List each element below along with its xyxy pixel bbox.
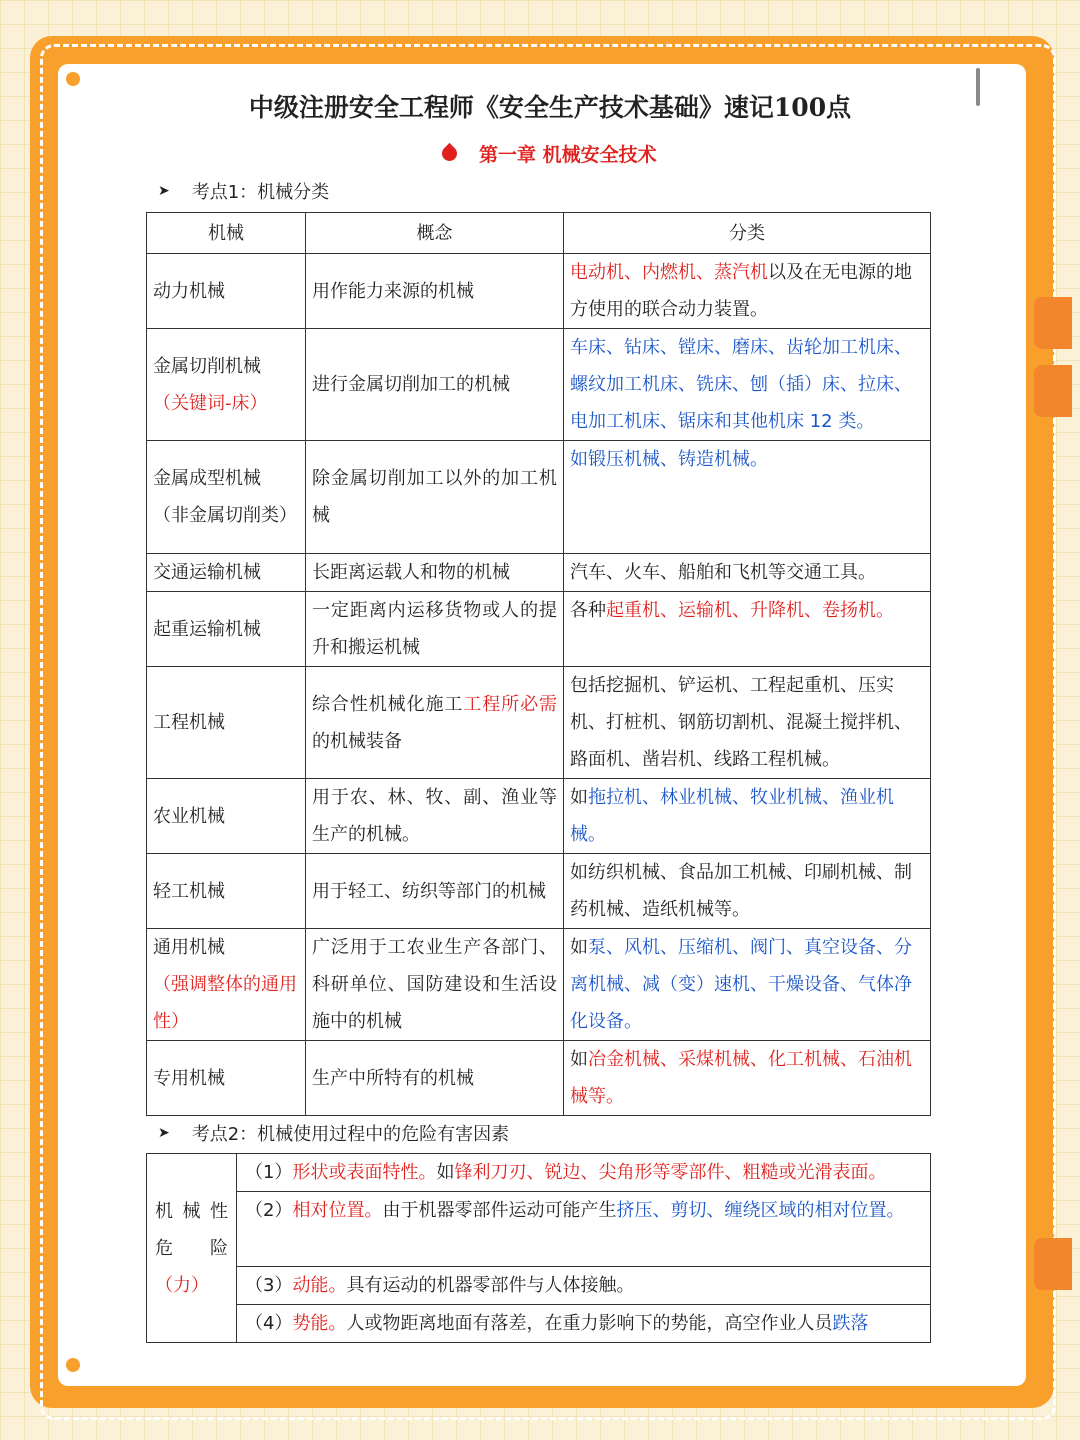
classification-table [146, 212, 931, 1116]
table-row [147, 667, 931, 779]
page-title: 中级注册安全工程师《安全生产技术基础》速记100点 [248, 93, 852, 122]
text-run: 如纺织机械、食品加工机械、印刷机械、制药机械、造纸机械等。 [570, 862, 912, 920]
table-row [147, 441, 931, 554]
concept-cell: 生产中所特有的机械 [306, 1041, 564, 1116]
machine-type-name: 金属切削机械 [153, 355, 261, 377]
column-header: 概念 [306, 213, 564, 254]
machine-type-cell [147, 667, 306, 779]
hazard-item-cell [237, 1154, 931, 1192]
machine-type-name: 动力机械 [153, 280, 225, 302]
text-run: 的机械装备 [312, 730, 402, 752]
chapter-title: 第一章 机械安全技术 [479, 144, 657, 166]
text-run: （4） [245, 1313, 293, 1334]
table-header-row [147, 213, 931, 254]
concept-cell: 用于农、林、牧、副、渔业等生产的机械。 [306, 779, 564, 854]
classification-cell [564, 854, 931, 929]
text-run: 综合性机械化施工 [312, 693, 464, 715]
table-row [147, 1041, 931, 1116]
machine-type-cell [147, 779, 306, 854]
section-title: 考点1：机械分类 [191, 182, 330, 203]
hazard-item-cell [237, 1305, 931, 1343]
text-run: 锋利刀刃、锐边、尖角形等零部件、粗糙或光滑表面。 [454, 1162, 887, 1183]
section-heading-1 [158, 178, 329, 204]
category-note: （非金属切削类） [153, 505, 297, 526]
text-run: 具有运动的机器零部件与人体接触。 [346, 1275, 635, 1296]
hazard-category-note: （力） [155, 1274, 209, 1296]
machine-type-cell [147, 929, 306, 1041]
arrow-bullet-icon: ➤ [158, 183, 170, 199]
concept-cell [306, 667, 564, 779]
text-run: 泵、风机、压缩机、阀门、真空设备、分离机械、减（变）速机、干燥设备、气体净化设备。 [570, 937, 912, 1032]
text-run: 起重机、运输机、升降机、卷扬机。 [606, 600, 894, 621]
text-run: 挤压、剪切、缠绕区域的相对位置。 [616, 1200, 905, 1221]
text-run: 以及在无电源的地方使用的联合动力装置。 [570, 262, 912, 320]
hazard-table [146, 1153, 931, 1343]
machine-type-cell [147, 1041, 306, 1116]
text-run: 动能。 [292, 1275, 347, 1296]
text-run: 各种 [570, 600, 606, 621]
hazard-row [147, 1192, 931, 1267]
classification-cell [564, 929, 931, 1041]
table-row [147, 554, 931, 592]
table-row [147, 592, 931, 667]
table-row [147, 254, 931, 329]
machine-type-name: 金属成型机械 [153, 468, 261, 489]
text-run: 如 [570, 787, 588, 808]
arrow-bullet-icon: ➤ [158, 1125, 170, 1141]
machine-type-name: 交通运输机械 [153, 562, 261, 583]
classification-cell [564, 254, 931, 329]
concept-cell: 广泛用于工农业生产各部门、科研单位、国防建设和生活设施中的机械 [306, 929, 564, 1041]
machine-type-cell [147, 592, 306, 667]
side-tab [1034, 365, 1072, 417]
machine-type-name: 起重运输机械 [153, 618, 261, 640]
classification-cell [564, 1041, 931, 1116]
text-run: 如 [570, 1049, 588, 1070]
classification-cell [564, 554, 931, 592]
concept-cell: 除金属切削加工以外的加工机械 [306, 441, 564, 554]
text-run: 电动机、内燃机、蒸汽机 [570, 262, 768, 283]
text-run: 汽车、火车、船舶和飞机等交通工具。 [570, 562, 876, 583]
hazard-category-label: 机械性 [155, 1200, 228, 1222]
corner-dot-icon [66, 1358, 80, 1372]
machine-type-cell [147, 554, 306, 592]
machine-type-cell [147, 329, 306, 441]
classification-cell [564, 329, 931, 441]
concept-cell: 长距离运载人和物的机械 [306, 554, 564, 592]
concept-cell: 用作能力来源的机械 [306, 254, 564, 329]
classification-cell [564, 667, 931, 779]
text-run: 形状或表面特性。 [292, 1162, 437, 1183]
column-header: 机械 [147, 213, 306, 254]
classification-cell [564, 592, 931, 667]
text-run: 冶金机械、采煤机械、化工机械、石油机械等。 [570, 1049, 912, 1107]
scrollbar[interactable] [976, 68, 980, 106]
keyword-note: （关键词-床） [153, 392, 268, 414]
concept-cell: 用于轻工、纺织等部门的机械 [306, 854, 564, 929]
text-run: 如锻压机械、铸造机械。 [570, 449, 768, 470]
hazard-row [147, 1305, 931, 1343]
corner-dot-icon [66, 72, 80, 86]
column-header: 分类 [564, 213, 931, 254]
machine-type-cell [147, 441, 306, 554]
concept-cell: 进行金属切削加工的机械 [306, 329, 564, 441]
text-run: 如 [570, 937, 588, 958]
text-run: 包括挖掘机、铲运机、工程起重机、压实机、打桩机、钢筋切割机、混凝土搅拌机、路面机、凿岩机、线路工程机械。 [570, 675, 912, 770]
table-row [147, 854, 931, 929]
text-run: 相对位置。 [292, 1200, 383, 1221]
text-run: 如 [436, 1162, 455, 1183]
hazard-item-cell [237, 1267, 931, 1305]
text-run: （3） [245, 1275, 293, 1296]
concept-cell: 一定距离内运移货物或人的提升和搬运机械 [306, 592, 564, 667]
hazard-row [147, 1267, 931, 1305]
section-title: 考点2：机械使用过程中的危险有害因素 [191, 1124, 510, 1145]
text-run: 拖拉机、林业机械、牧业机械、渔业机械。 [570, 787, 894, 845]
text-run: 人或物距离地面有落差，在重力影响下的势能，高空作业人员 [346, 1313, 833, 1334]
machine-type-name: 轻工机械 [153, 880, 225, 902]
chapter-heading [442, 140, 657, 167]
keyword-note: （强调整体的通用性） [153, 974, 297, 1032]
hazard-category-cell [147, 1154, 237, 1343]
machine-type-cell [147, 854, 306, 929]
drop-icon [439, 143, 460, 164]
machine-type-cell [147, 254, 306, 329]
machine-type-name: 农业机械 [153, 805, 225, 827]
hazard-category-label: 危险 [155, 1237, 228, 1259]
machine-type-name: 通用机械 [153, 937, 225, 958]
machine-type-name: 专用机械 [153, 1067, 225, 1089]
section-heading-2 [158, 1120, 509, 1146]
machine-type-name: 工程机械 [153, 712, 225, 733]
table-row [147, 329, 931, 441]
classification-cell [564, 441, 931, 554]
text-run: 车床、钻床、镗床、磨床、齿轮加工机床、螺纹加工机床、铣床、刨（插）床、拉床、电加工机床、锯床和其他机床 12 类。 [570, 337, 912, 432]
text-run: （2） [245, 1200, 293, 1221]
text-run: 跌落 [832, 1313, 869, 1334]
hazard-row [147, 1154, 931, 1192]
text-run: 势能。 [292, 1313, 347, 1334]
table-row [147, 779, 931, 854]
text-run: （1） [245, 1162, 293, 1183]
table-row [147, 929, 931, 1041]
hazard-item-cell [237, 1192, 931, 1267]
text-run: 由于机器零部件运动可能产生 [382, 1200, 617, 1221]
text-run: 工程所必需 [463, 693, 558, 715]
side-tab [1034, 1238, 1072, 1290]
side-tab [1034, 297, 1072, 349]
classification-cell [564, 779, 931, 854]
